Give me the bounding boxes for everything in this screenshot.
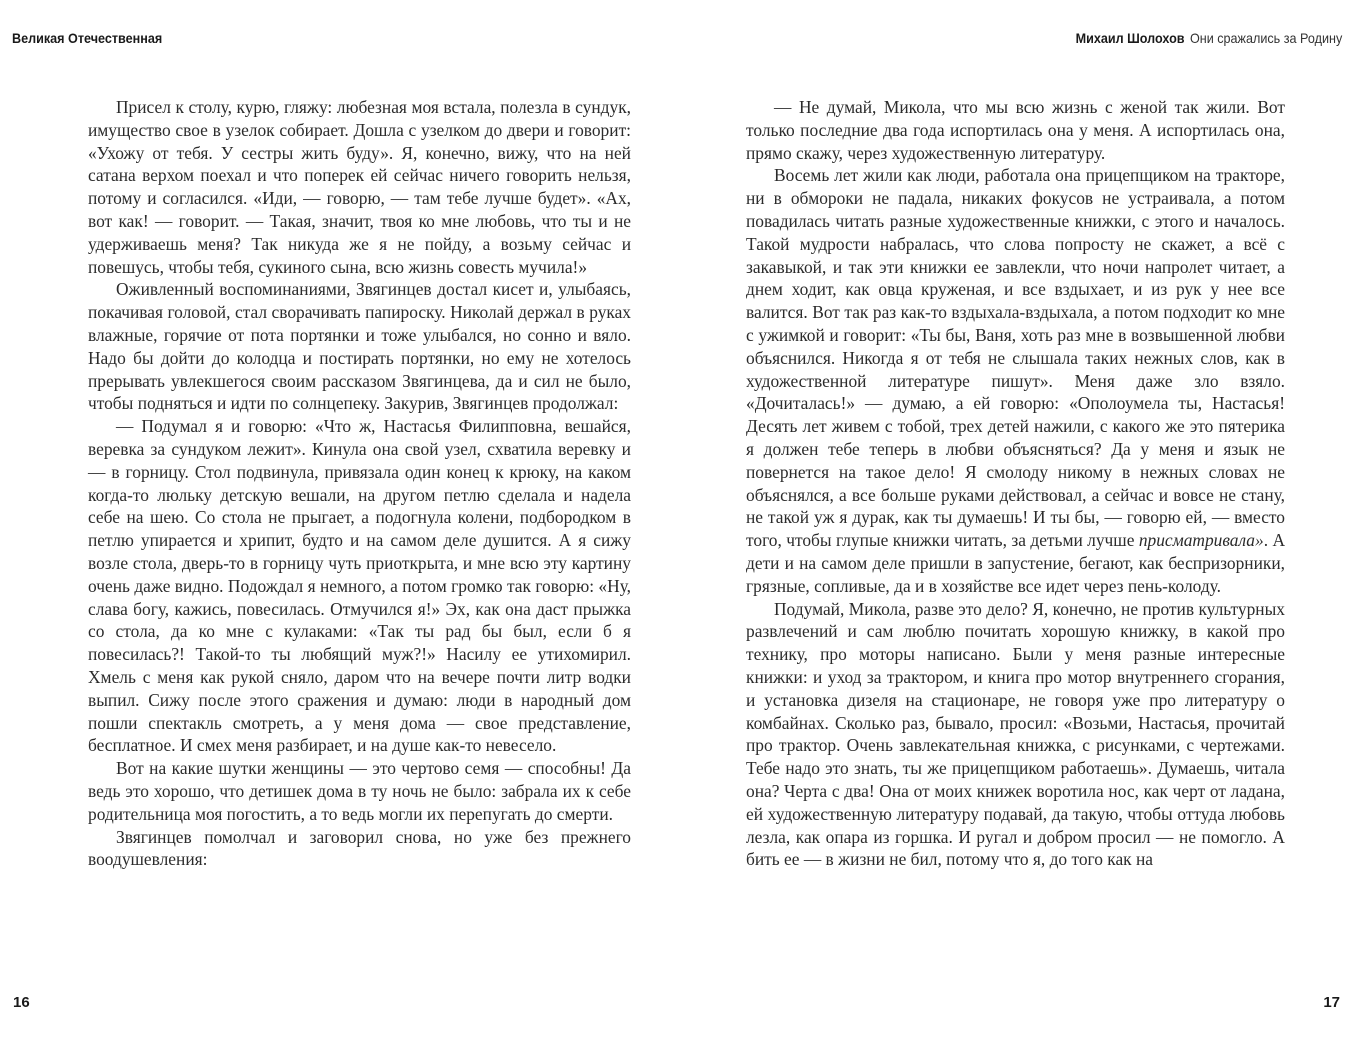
page-number-right: 17	[1323, 994, 1340, 1011]
paragraph	[746, 164, 1285, 597]
paragraph: Присел к столу, курю, гляжу: любезная моя встала, полезла в сундук, имущество свое в узелок собирает. Дошла с узелком до двери и говорит: «Ухожу от тебя. У сестры жить буду». Я, конечно, вижу, что на ней сатана верхом поехал и что поперек ей сейчас ничего говорить нельзя, потому и согласился. «Иди, — говорю, — там тебе лучше будет». «Ах, вот как! — говорит. — Такая, значит, твоя ко мне любовь, что ты и не удерживаешь меня? Так никуда же я не пойду, а возьму сейчас и повешусь, чтобы тебя, сукиного сына, всю жизнь совесть мучила!»	[88, 97, 631, 277]
paragraph: Подумай, Микола, разве это дело? Я, конечно, не против культурных развлечений и сам люблю почитать хорошую книжку, в какой про технику, про моторы написано. Были у меня разные интересные книжки: и уход за трактором, и книга про мотор внутреннего сгорания, и установка дизеля на стационаре, не говоря уже про литературу о комбайнах. Сколько раз, бывало, просил: «Возьми, Настасья, прочитай про трактор. Очень завлекательная книжка, с рисунками, с чертежами. Тебе надо это знать, ты же прицепщиком работаешь». Думаешь, читала она? Черта с два! Она от моих книжек воротила нос, как черт от ладана, ей художественную литературу подавай, да такую, чтобы оттуда любовь лезла, как опара из горшка. И ругал и добром просил — не помогло. А бить ее — в жизни не бил, потому что я, до того как на	[746, 598, 1285, 870]
series-title: Великая Отечественная	[12, 30, 163, 46]
page-number-left: 16	[13, 994, 30, 1011]
book-title: Они сражались за Родину	[1189, 30, 1342, 46]
left-page-text	[88, 96, 631, 871]
paragraph: Звягинцев помолчал и заговорил снова, но уже без прежнего воодушевления:	[88, 826, 631, 870]
italic-word: присматривала»	[1138, 530, 1264, 551]
right-page-text	[746, 96, 1285, 871]
paragraph: Оживленный воспоминаниями, Звягинцев достал кисет и, улыбаясь, покачивая головой, стал сворачивать папироску. Николай держал в руках влажные, горячие от пота портянки и тоже улыбался, но сонно и вяло. Надо бы дойти до колодца и постирать портянки, но ему не хотелось прерывать увлекшегося своим рассказом Звягинцева, да и сил не было, чтобы подняться и идти по солнцепеку. Закурив, Звягинцев продолжал:	[88, 279, 631, 414]
paragraph: — Подумал я и говорю: «Что ж, Настасья Филипповна, вешайся, веревка за сундуком лежит». Кинула она свой узел, схватила веревку и — в горницу. Стол подвинула, привязала один конец к крюку, на каком когда-то люльку детскую вешали, на другом петлю сделала и надела себе на шею. Со стола не прыгает, а подогнула колени, подбородком в петлю упирается и хрипит, будто и на самом деле душится. А я сижу возле стола, дверь-то в горницу чуть приоткрыта, и мне всю эту картину очень даже видно. Подождал я немного, а потом громко так говорю: «Ну, слава богу, кажись, повесилась. Отмучился я!» Эх, как она даст прыжка со стола, да ко мне с кулаками: «Так ты рад бы был, если б я повесилась?! Такой-то ты любящий муж?!» Насилу ее утихомирил. Хмель с меня как рукой сняло, даром что на вечере почти литр водки выпил. Сижу после этого сражения и думаю: люди в народный дом пошли спектакль смотреть, а у меня дома — свое представление, бесплатное. И смех меня разбирает, и на душе как-то невесело.	[88, 416, 631, 756]
author-name: Михаил Шолохов	[1075, 30, 1185, 46]
paragraph-text: Восемь лет жили как люди, работала она прицепщиком на тракторе, ни в обмороки не падала, никаких фокусов не устраивала, а потом повадилась читать разные художественные книжки, с этого и началось. Такой мудрости набралась, что слова попросту не скажет, а всё с закавыкой, и так эти книжки ее завлекли, что ночи напролет читает, а днем ходит, как овца круженая, и все вздыхает, и из рук у нее все валится. Вот так раз как-то вздыхала-вздыхала, а потом подходит ко мне с ужимкой и говорит: «Ты бы, Ваня, хоть раз мне в возвышенной любви объяснился. Никогда я от тебя не слышала таких нежных слов, как в художественной литературе пишут». Меня даже зло взяло. «Дочиталась!» — думаю, а ей говорю: «Ополоумела ты, Настасья! Десять лет живем с тобой, трех детей нажили, с какого же это пятерика я должен тебе теперь в любви объясняться? Да у меня и язык не повернется на такое дело! Я смолоду никому в нежных словах не объяснялся, а все больше руками действовал, а сейчас и вовсе не стану, не такой уж я дурак, как ты думаешь! И ты бы, — говорю ей, — вместо того, чтобы глупые книжки читать, за детьми лучше	[746, 165, 1285, 551]
paragraph-text: . А дети и на самом деле пришли в запустение, бегают, как беспризорники, грязные, сопливые, да и в хозяйстве все идет через пень-колоду.	[746, 530, 1286, 596]
right-running-head	[1075, 30, 1342, 46]
paragraph: Вот на какие шутки женщины — это чертово семя — способны! Да ведь это хорошо, что детишек дома в ту ночь не было: забрала их к себе родительница моя погостить, а то ведь могли их перепугать до смерти.	[88, 758, 631, 824]
paragraph: — Не думай, Микола, что мы всю жизнь с женой так жили. Вот только последние два года испортилась она у меня. А испортилась она, прямо скажу, через художественную литературу.	[746, 97, 1285, 163]
